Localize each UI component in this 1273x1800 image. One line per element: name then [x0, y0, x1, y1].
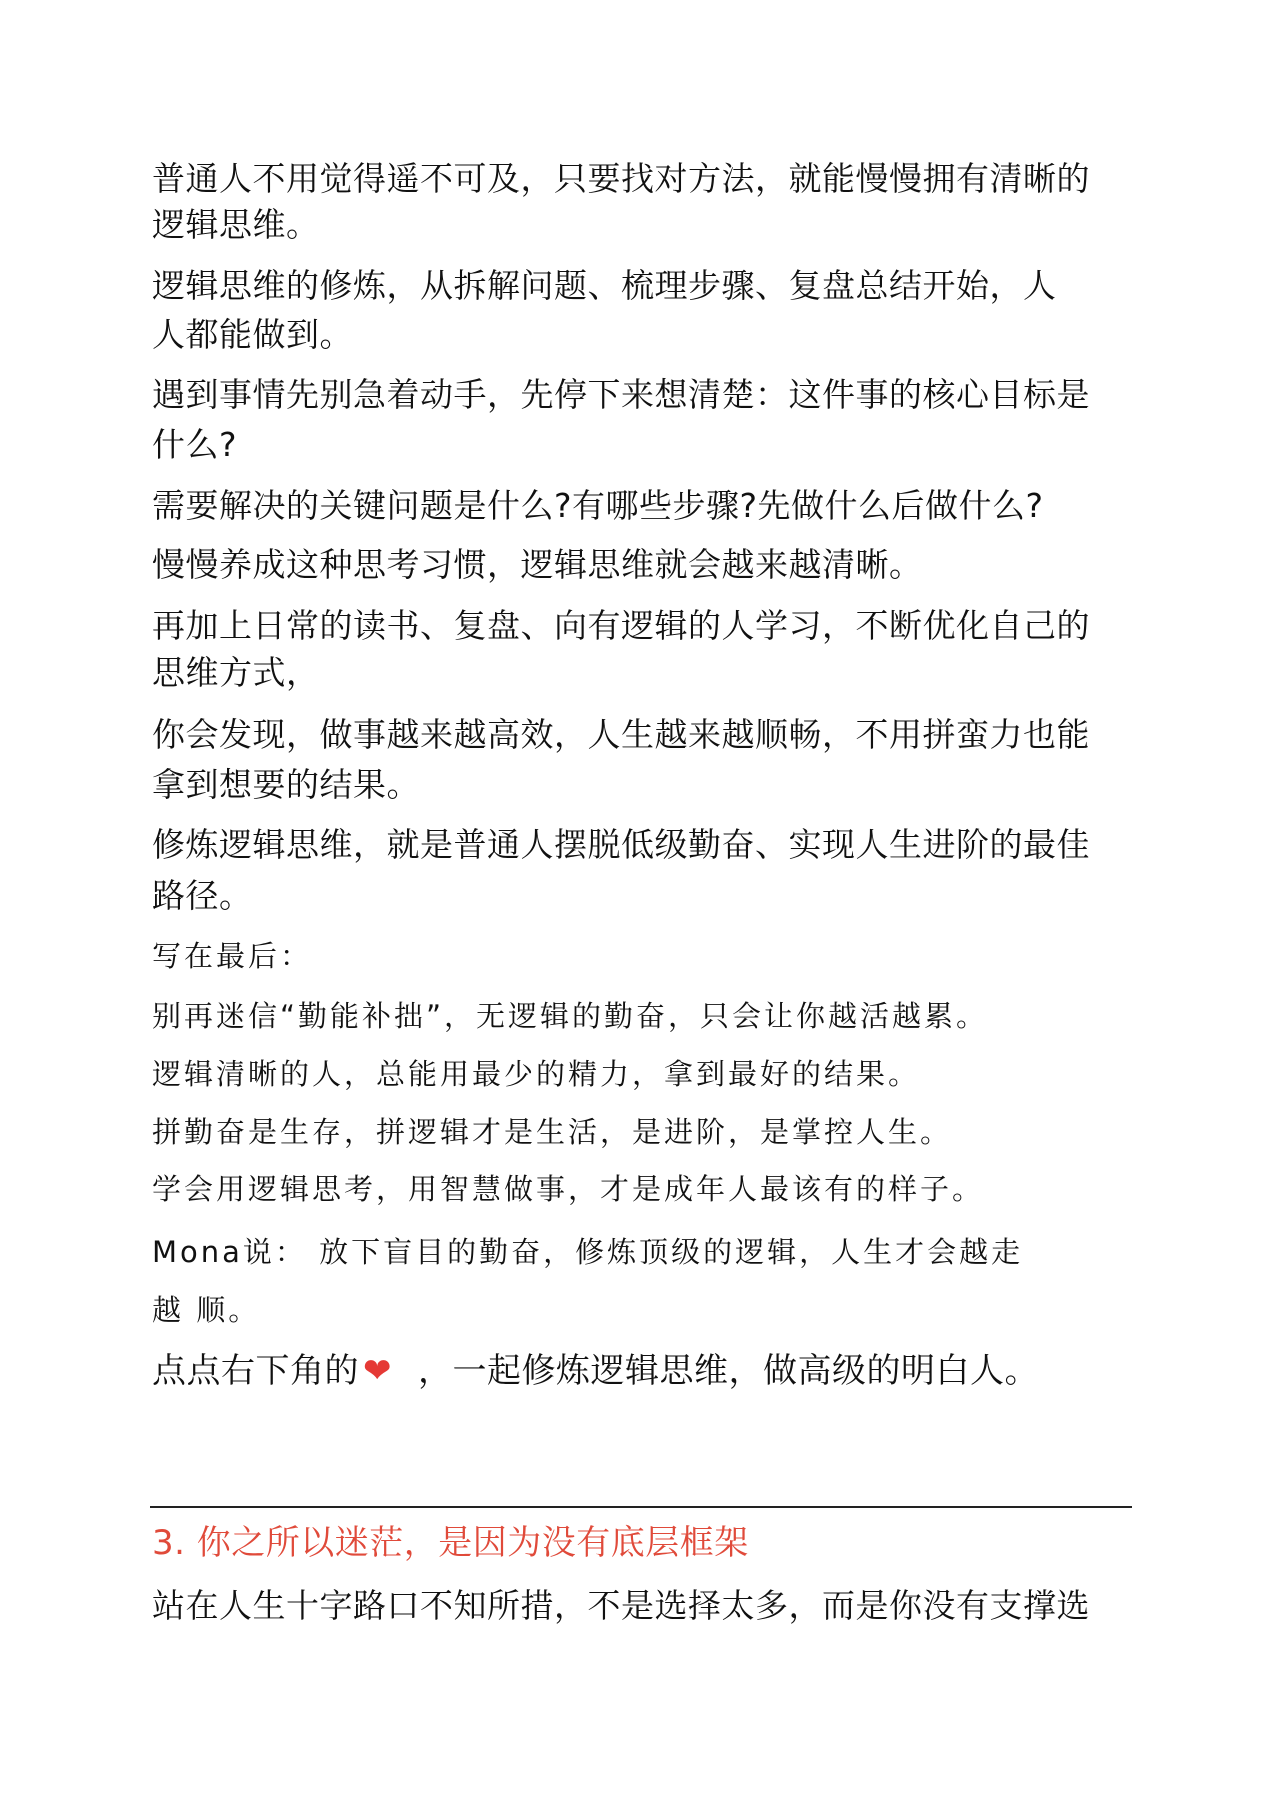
- paragraph-line: 逻辑思维的修炼，从拆解问题、梳理步骤、复盘总结开始，人: [152, 266, 1057, 305]
- paragraph-line: 路径。: [152, 876, 253, 915]
- cta-text-after: ，一起修炼逻辑思维，做高级的明白人。: [418, 1351, 1039, 1391]
- paragraph-line: 再加上日常的读书、复盘、向有逻辑的人学习，不断优化自己的: [152, 606, 1090, 645]
- section-heading: 3. 你之所以迷茫，是因为没有底层框架: [152, 1523, 749, 1563]
- closing-line: 拼勤奋是生存，拼逻辑才是生活，是进阶，是掌控人生。: [152, 1115, 953, 1149]
- closing-line: 别再迷信“勤能补拙”，无逻辑的勤奋，只会让你越活越累。: [152, 999, 989, 1033]
- paragraph-line: 拿到想要的结果。: [152, 765, 420, 804]
- paragraph-line: 思维方式，: [152, 653, 320, 692]
- paragraph-line: 站在人生十字路口不知所措，不是选择太多，而是你没有支撑选: [152, 1586, 1090, 1625]
- mona-quote: Mona说： 放下盲目的勤奋，修炼顶级的逻辑，人生才会越走: [152, 1235, 1024, 1269]
- closing-label: 写在最后：: [152, 939, 313, 973]
- paragraph-line: 你会发现，做事越来越高效，人生越来越顺畅，不用拼蛮力也能: [152, 715, 1090, 754]
- paragraph-line: 逻辑思维。: [152, 205, 320, 244]
- paragraph-line: 慢慢养成这种思考习惯，逻辑思维就会越来越清晰。: [152, 545, 923, 584]
- paragraph-line: 什么?: [152, 425, 238, 464]
- paragraph-line: 修炼逻辑思维，就是普通人摆脱低级勤奋、实现人生进阶的最佳: [152, 825, 1090, 864]
- paragraph-line: 遇到事情先别急着动手，先停下来想清楚：这件事的核心目标是: [152, 375, 1090, 414]
- section-divider: [150, 1506, 1132, 1508]
- cta-text-before: 点点右下角的: [152, 1351, 359, 1391]
- paragraph-line: 普通人不用觉得遥不可及，只要找对方法，就能慢慢拥有清晰的: [152, 159, 1090, 198]
- closing-line: 逻辑清晰的人，总能用最少的精力，拿到最好的结果。: [152, 1057, 921, 1091]
- call-to-action: [152, 1348, 1039, 1394]
- mona-quote-end: 越 顺。: [152, 1293, 261, 1327]
- paragraph-line: 人都能做到。: [152, 315, 353, 354]
- closing-line: 学会用逻辑思考，用智慧做事，才是成年人最该有的样子。: [152, 1172, 985, 1206]
- paragraph-line: 需要解决的关键问题是什么?有哪些步骤?先做什么后做什么?: [152, 486, 1044, 525]
- heart-icon: ❤: [363, 1351, 392, 1391]
